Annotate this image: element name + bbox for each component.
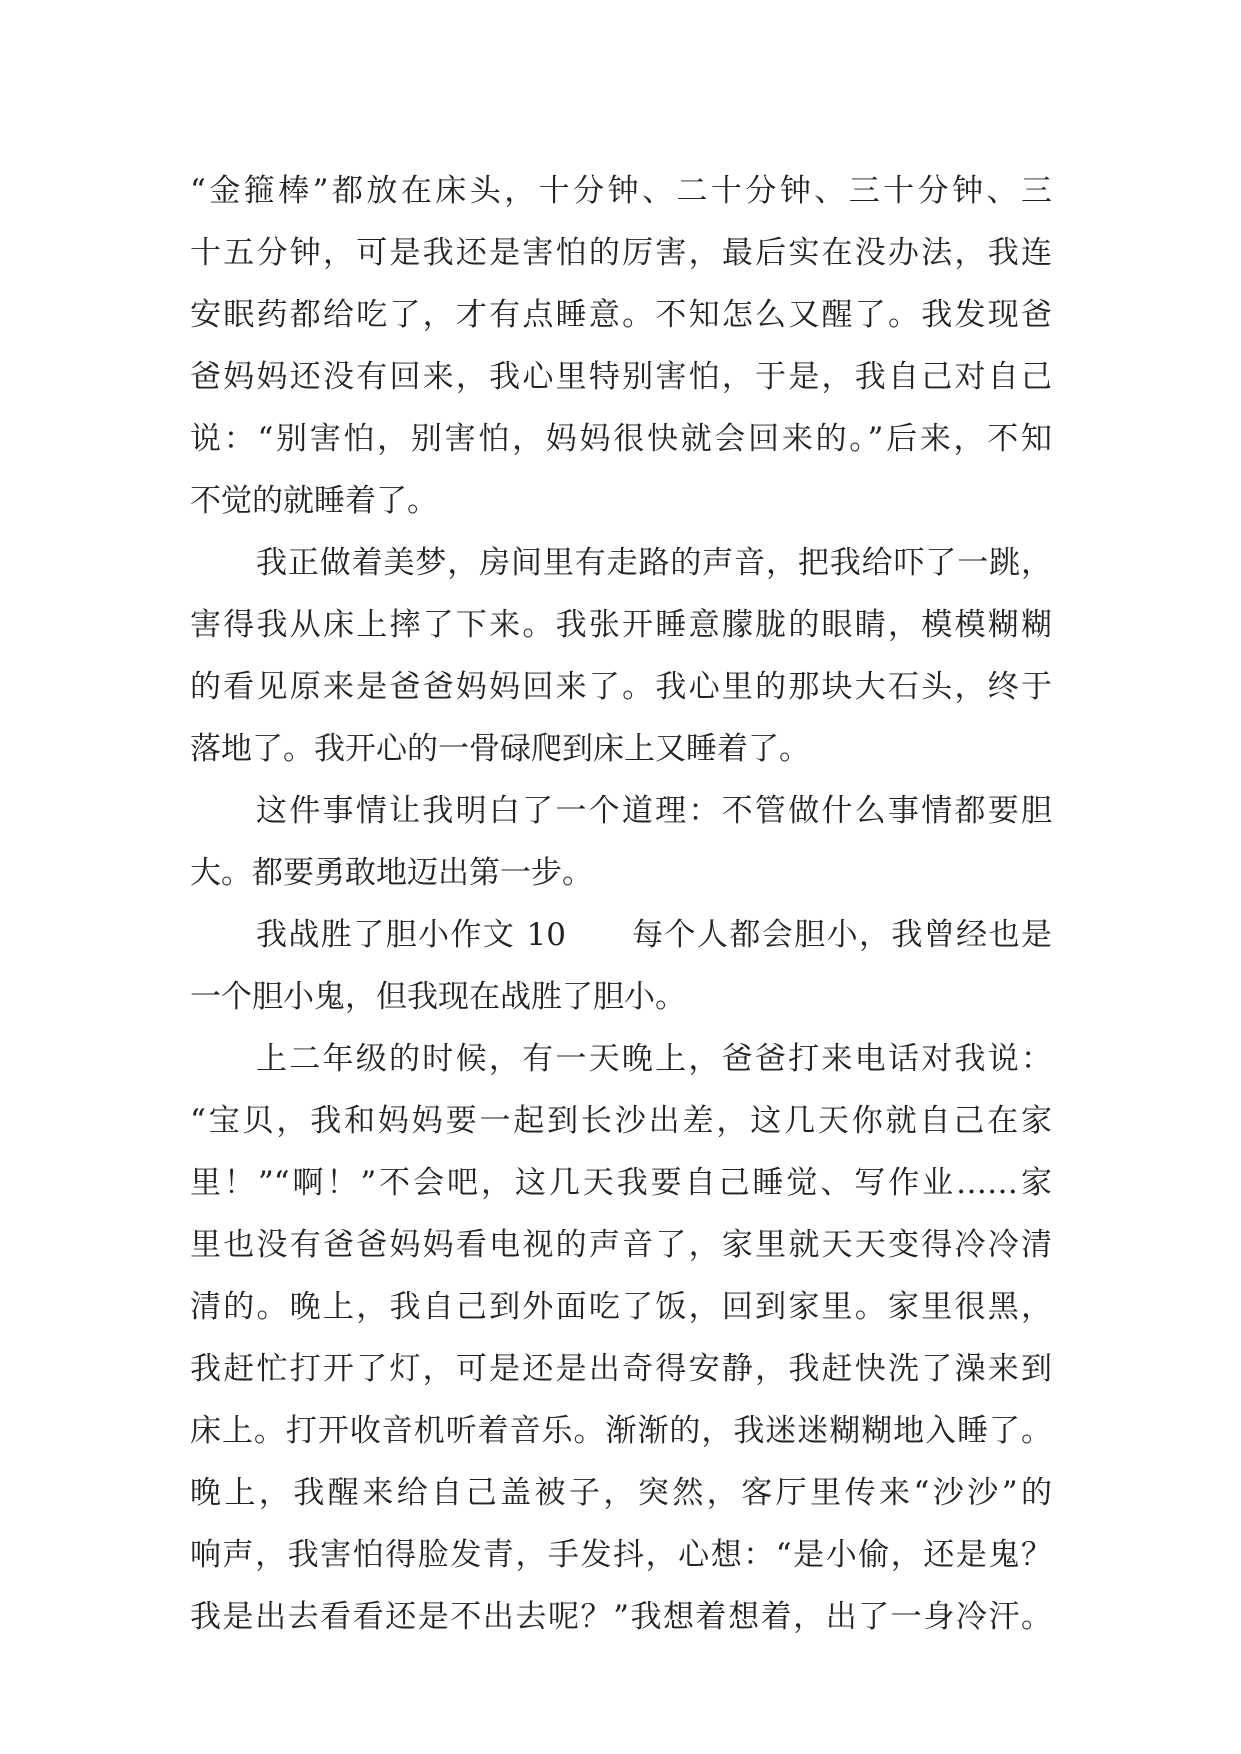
text-line: 清的。晚上，我自己到外面吃了饭，回到家里。家里很黑， — [190, 1289, 1052, 1325]
text-line: 我赶忙打开了灯，可是还是出奇得安静，我赶快洗了澡来到 — [190, 1351, 1052, 1387]
text-line: 床上。打开收音机听着音乐。渐渐的，我迷迷糊糊地入睡了。 — [190, 1413, 1052, 1449]
essay-text — [190, 160, 1052, 1648]
paragraph-start-line: 我战胜了胆小作文 10 每个人都会胆小，我曾经也是 — [256, 917, 1052, 953]
text-line: 响声，我害怕得脸发青，手发抖，心想：“是小偷，还是鬼？ — [190, 1537, 1052, 1573]
text-line: 说：“别害怕，别害怕，妈妈很快就会回来的。”后来，不知 — [190, 421, 1052, 457]
text-line: 里也没有爸爸妈妈看电视的声音了，家里就天天变得冷冷清 — [190, 1227, 1052, 1263]
paragraph-start-line: 这件事情让我明白了一个道理：不管做什么事情都要胆 — [256, 793, 1052, 829]
text-line: 不觉的就睡着了。 — [190, 483, 438, 519]
text-line: 的看见原来是爸爸妈妈回来了。我心里的那块大石头，终于 — [190, 669, 1052, 705]
text-line: 落地了。我开心的一骨碌爬到床上又睡着了。 — [190, 731, 810, 767]
paragraph-start-line: 上二年级的时候，有一天晚上，爸爸打来电话对我说： — [256, 1041, 1052, 1077]
text-line: 安眠药都给吃了，才有点睡意。不知怎么又醒了。我发现爸 — [190, 297, 1052, 333]
text-line: 我是出去看看还是不出去呢？”我想着想着，出了一身冷汗。 — [190, 1599, 1052, 1635]
text-line: “金箍棒”都放在床头，十分钟、二十分钟、三十分钟、三 — [190, 173, 1052, 209]
text-line: 一个胆小鬼，但我现在战胜了胆小。 — [190, 979, 686, 1015]
paragraph-start-line: 我正做着美梦，房间里有走路的声音，把我给吓了一跳， — [256, 545, 1052, 581]
text-line: 晚上，我醒来给自己盖被子，突然，客厅里传来“沙沙”的 — [190, 1475, 1052, 1511]
text-line: “宝贝，我和妈妈要一起到长沙出差，这几天你就自己在家 — [190, 1103, 1052, 1139]
text-line: 十五分钟，可是我还是害怕的厉害，最后实在没办法，我连 — [190, 235, 1052, 271]
text-line: 里！”“啊！”不会吧，这几天我要自己睡觉、写作业……家 — [190, 1165, 1052, 1201]
text-line: 害得我从床上摔了下来。我张开睡意朦胧的眼睛，模模糊糊 — [190, 607, 1052, 643]
text-line: 大。都要勇敢地迈出第一步。 — [190, 855, 593, 891]
text-line: 爸妈妈还没有回来，我心里特别害怕，于是，我自己对自己 — [190, 359, 1052, 395]
